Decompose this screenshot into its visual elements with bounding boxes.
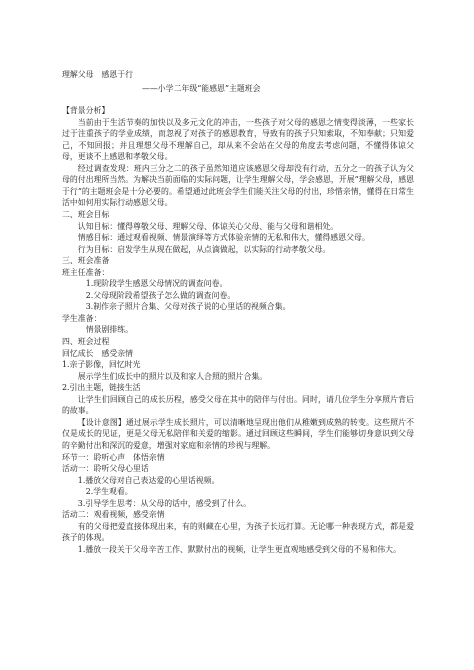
teacher-prep-label: 班主任准备： (62, 267, 110, 277)
activity-step: 1.播放父母对自己表达爱的心里话视频。 (77, 475, 220, 485)
background-paragraph-2: 经过调查发现：班内三分之二的孩子虽然知道应该感恩父母却没有行动，五分之一的孩子认为父母的付出理所当然。为解决当前面临的实际问题，让学生理解父母，学会感恩，开展“理解父母，感恩于行”的主题班会是十分必要的。希望通过此班会学生们能关注父母的付出，珍惜亲情，懂得在日常生活中如何用实际行动感恩父母。 (62, 163, 414, 208)
activity-step: 2.学生观看。 (85, 487, 133, 497)
section-item-title: 1.亲子影像，回忆时光 (62, 360, 141, 370)
student-prep-label: 学生准备： (62, 313, 102, 323)
background-heading: 【背景分析】 (62, 106, 110, 116)
section-item-text: 让学生们回顾自己的成长历程，感受父母在其中的陪伴与付出。同时，请几位学生分享照片背后的故事。 (62, 394, 414, 416)
link-heading: 环节一：聆听心声 体悟亲情 (62, 452, 165, 462)
student-prep-item: 情景剧排练。 (85, 325, 134, 335)
background-paragraph-1: 当前由于生活节奏的加快以及多元文化的冲击，一些孩子对父母的感恩之情变得淡薄，一些家长过于注重孩子的学业成绩，而忽视了对孩子的感恩教育，导致有的孩子只知索取，不知奉献；只知爱己，不知回报；并且理想父母不理解自己，却从来不会站在父母的角度去考虑问题，不懂得体谅父母，更谈不上感恩和孝敬父母。 (62, 117, 414, 162)
goal-behavioral: 行为目标：启发学生从现在做起，从点滴做起，以实际的行动孝敬父母。 (77, 244, 331, 254)
goal-emotional: 情感目标：通过观看视频、情景演绎等方式体验亲情的无私和伟大，懂得感恩父母。 (77, 233, 370, 243)
process-heading: 四、班会过程 (62, 337, 110, 347)
section-item-text: 展示学生们成长中的照片以及和家人合照的照片合集。 (77, 371, 268, 381)
teacher-prep-item: 1.现阶段学生感恩父母情况的调查问卷。 (85, 279, 228, 289)
section-heading: 回忆成长 感受亲情 (62, 348, 134, 358)
teacher-prep-item: 3.制作亲子照片合集、父母对孩子说的心里话的视频合集。 (85, 302, 291, 312)
goal-heading: 二、班会目标 (62, 210, 110, 220)
activity-step: 1.播放一段关于父母辛苦工作、默默付出的视频，让学生更直观地感受到父母的不易和伟大。 (77, 544, 401, 554)
activity-text: 有的父母把爱直接体现出来，有的则藏在心里，为孩子长远打算。无论哪一种表现方式，都是爱孩子的体现。 (62, 521, 414, 543)
goal-cognitive: 认知目标：懂得尊敬父母、理解父母、体谅关心父母、能与父母和谐相处。 (77, 221, 339, 231)
prep-heading: 三、班会准备 (62, 256, 110, 266)
activity-heading: 活动一：聆听父母心里话 (62, 464, 149, 474)
document-subtitle: ——小学二年级“能感恩”主题班会 (142, 83, 261, 93)
activity-heading: 活动二：观看视频，感受亲情 (62, 510, 165, 520)
design-intent: 【设计意图】通过展示学生成长照片，可以清晰地呈现出他们从稚嫩到成熟的转变。这些照片不仅是成长的见证，更是父母无私陪伴和关爱的缩影。通过回顾这些瞬间，学生们能够切身意识到父母的辛勤付出和深沉的爱意，增强对家庭和亲情的珍视与理解。 (62, 417, 414, 450)
document-body (62, 69, 414, 555)
teacher-prep-item: 2.父母现阶段希望孩子怎么做的调查问卷。 (85, 290, 236, 300)
section-item-title: 2.引出主题，链接生活 (62, 383, 141, 393)
document-title: 理解父母 感恩于行 (62, 70, 134, 79)
activity-step: 3.引导学生思考：从父母的话中，感受到了什么。 (77, 498, 252, 508)
